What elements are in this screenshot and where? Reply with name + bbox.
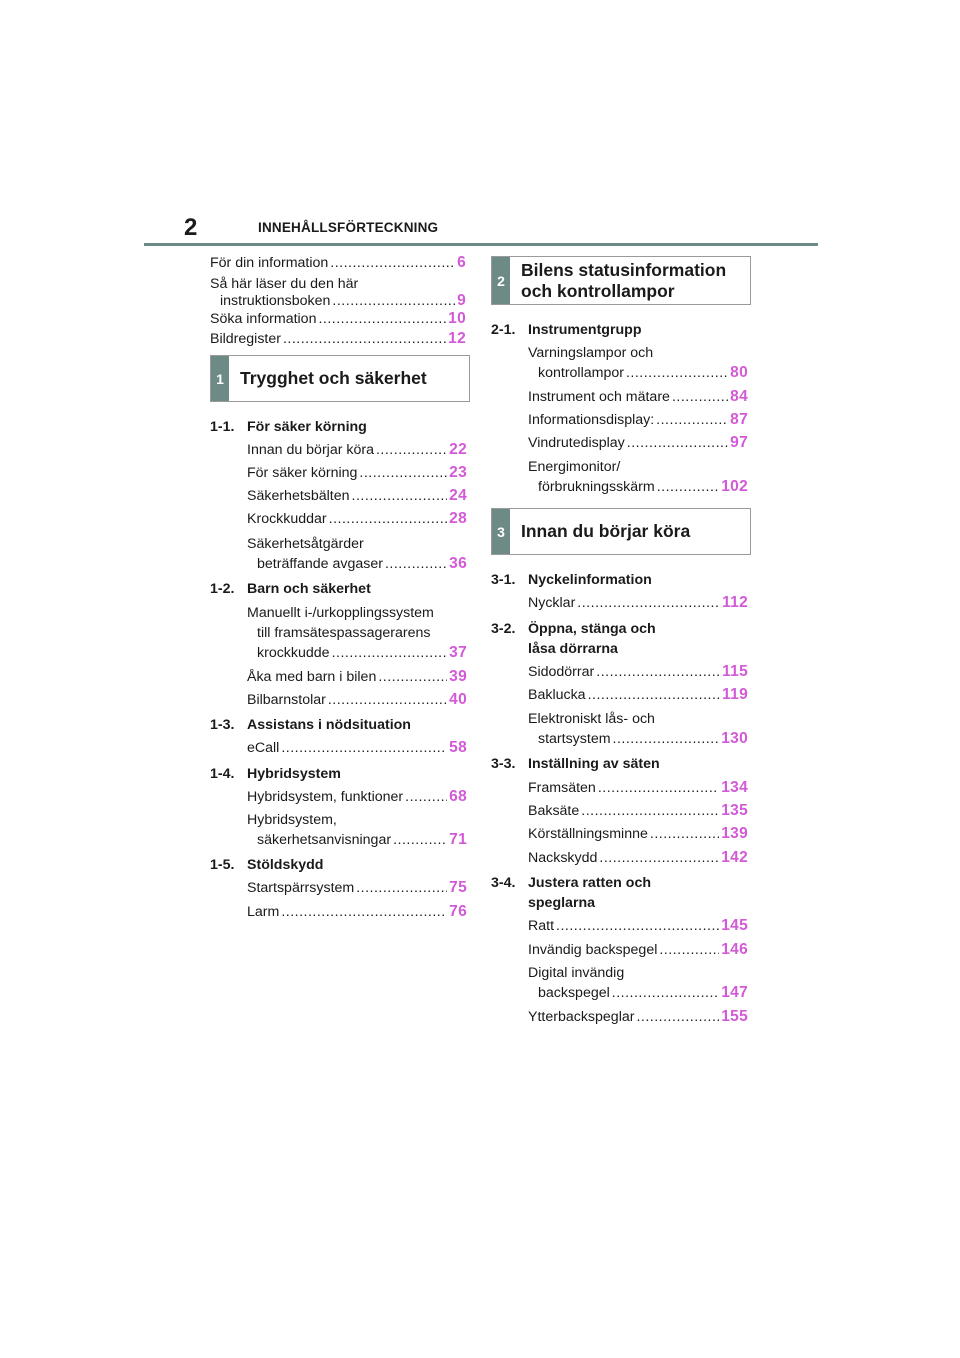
page-link[interactable]: 80	[730, 364, 748, 381]
leader-dots	[283, 329, 446, 349]
toc-entry[interactable]	[210, 329, 466, 349]
page-link[interactable]: 9	[457, 292, 466, 309]
toc-entry[interactable]	[528, 410, 748, 430]
section-title: Nyckelinformation	[528, 572, 652, 588]
section-title: Instrumentgrupp	[528, 322, 642, 338]
chapter-number-tab: 2	[492, 257, 510, 304]
leader-dots	[393, 830, 447, 850]
toc-entry[interactable]	[247, 878, 467, 898]
entry-title: eCall	[247, 740, 280, 756]
section-heading[interactable]	[491, 873, 651, 913]
section-heading[interactable]	[491, 570, 652, 590]
section-heading[interactable]	[210, 764, 341, 784]
toc-entry[interactable]	[528, 343, 748, 383]
page-link[interactable]: 12	[448, 330, 466, 347]
entry-title: Säkerhetsåtgärder	[247, 536, 364, 552]
entry-title: beträffande avgaser	[257, 556, 383, 572]
section-number: 3-4.	[491, 875, 516, 891]
leader-dots	[636, 1007, 719, 1027]
toc-entry[interactable]	[528, 433, 748, 453]
entry-title: startsystem	[538, 731, 611, 747]
leader-dots	[332, 643, 448, 663]
leader-dots	[378, 667, 447, 687]
page-link[interactable]: 68	[449, 788, 467, 805]
leader-dots	[281, 738, 447, 758]
page-link[interactable]: 23	[449, 464, 467, 481]
section-title	[528, 619, 656, 659]
page-link[interactable]: 119	[722, 686, 748, 703]
leader-dots	[612, 983, 719, 1003]
leader-dots	[599, 848, 719, 868]
entry-title: Ytterbackspeglar	[528, 1009, 635, 1025]
leader-dots	[318, 309, 446, 329]
leader-dots	[659, 940, 719, 960]
toc-entry[interactable]	[247, 486, 467, 506]
section-title: Inställning av säten	[528, 756, 660, 772]
leader-dots	[281, 902, 447, 922]
entry-title: Elektroniskt lås- och	[528, 711, 655, 727]
entry-title: Åka med barn i bilen	[247, 669, 377, 685]
toc-entry[interactable]	[528, 824, 748, 844]
entry-title: Startspärrsystem	[247, 880, 355, 896]
toc-entry[interactable]	[247, 787, 467, 807]
leader-dots	[329, 509, 448, 529]
section-number: 1-4.	[210, 766, 235, 782]
leader-dots	[376, 440, 447, 460]
leader-dots	[596, 662, 720, 682]
section-heading[interactable]	[210, 855, 323, 875]
leader-dots	[650, 824, 719, 844]
toc-entry[interactable]	[528, 457, 748, 497]
section-title-line: speglarna	[528, 895, 596, 911]
entry-title: Hybridsystem, funktioner	[247, 789, 404, 805]
entry-title: Ratt	[528, 918, 555, 934]
toc-entry[interactable]	[247, 603, 467, 663]
page-header-title: INNEHÅLLSFÖRTECKNING	[258, 220, 439, 235]
page-link[interactable]: 139	[721, 825, 748, 842]
page-link[interactable]: 40	[449, 691, 467, 708]
page-link[interactable]: 22	[449, 441, 467, 458]
page-link[interactable]: 76	[449, 903, 467, 920]
page-link[interactable]: 147	[721, 984, 748, 1001]
leader-dots	[330, 253, 455, 273]
leader-dots	[356, 878, 447, 898]
entry-title: Informationsdisplay:	[528, 412, 655, 428]
page-link[interactable]: 130	[721, 730, 748, 747]
leader-dots	[598, 778, 719, 798]
page-link[interactable]: 36	[449, 555, 467, 572]
entry-title: instruktionsboken	[220, 293, 331, 309]
chapter-number-tab: 1	[211, 356, 229, 401]
section-number: 1-5.	[210, 857, 235, 873]
entry-title: Framsäten	[528, 780, 596, 796]
entry-title: Hybridsystem,	[247, 812, 337, 828]
entry-title: Bilbarnstolar	[247, 692, 326, 708]
section-title: Stöldskydd	[247, 857, 324, 873]
section-title-line: Öppna, stänga och	[528, 621, 656, 637]
entry-title: Sidodörrar	[528, 664, 595, 680]
page-link[interactable]: 37	[449, 644, 467, 661]
toc-entry[interactable]	[210, 274, 466, 311]
entry-title: Så här läser du den här	[210, 276, 359, 292]
entry-title: Manuellt i-/urkopplingssystem	[247, 605, 434, 621]
leader-dots	[672, 387, 728, 407]
toc-entry[interactable]	[247, 738, 467, 758]
entry-title: För din information	[210, 255, 329, 271]
leader-dots	[352, 486, 448, 506]
entry-title: Körställningsminne	[528, 826, 648, 842]
entry-title: Varningslampor och	[528, 345, 654, 361]
chapter-title: Trygghet och säkerhet	[240, 368, 427, 388]
page-link[interactable]: 155	[721, 1008, 748, 1025]
leader-dots	[626, 363, 728, 383]
entry-title: För säker körning	[247, 465, 358, 481]
leader-dots	[556, 916, 719, 936]
chapter-heading-3[interactable]	[491, 508, 751, 555]
chapter-number-tab: 3	[492, 509, 510, 554]
entry-title: Säkerhetsbälten	[247, 488, 350, 504]
page-link[interactable]: 24	[449, 487, 467, 504]
leader-dots	[656, 410, 728, 430]
entry-title: Nycklar	[528, 595, 576, 611]
leader-dots	[613, 729, 720, 749]
toc-entry[interactable]	[528, 685, 748, 705]
section-number: 1-3.	[210, 717, 235, 733]
leader-dots	[581, 801, 719, 821]
page-link[interactable]: 97	[730, 434, 748, 451]
chapter-heading-2[interactable]	[491, 256, 751, 305]
entry-title: Larm	[247, 904, 280, 920]
leader-dots	[657, 477, 720, 497]
entry-title: Vindrutedisplay	[528, 435, 625, 451]
leader-dots	[627, 433, 728, 453]
header-rule	[144, 243, 818, 246]
section-title: Hybridsystem	[247, 766, 341, 782]
leader-dots	[577, 593, 720, 613]
section-heading[interactable]	[210, 579, 371, 599]
page-link[interactable]: 39	[449, 668, 467, 685]
section-title-line: Justera ratten och	[528, 875, 651, 891]
page-link[interactable]: 146	[721, 941, 748, 958]
leader-dots	[588, 685, 721, 705]
entry-title: Nackskydd	[528, 850, 598, 866]
entry-title: Innan du börjar köra	[247, 442, 374, 458]
section-title: Barn och säkerhet	[247, 581, 371, 597]
toc-entry[interactable]	[210, 309, 466, 329]
section-number: 3-1.	[491, 572, 516, 588]
leader-dots	[328, 690, 447, 710]
entry-title: kontrollampor	[538, 365, 624, 381]
section-title-line: låsa dörrarna	[528, 641, 618, 657]
section-heading[interactable]	[491, 754, 660, 774]
chapter-heading-1[interactable]	[210, 355, 470, 402]
toc-entry[interactable]	[247, 440, 467, 460]
page-number: 2	[184, 214, 198, 241]
chapter-title-line: Bilens statusinformation	[521, 259, 727, 280]
page-link[interactable]: 102	[721, 478, 748, 495]
entry-title: Digital invändig	[528, 965, 625, 981]
toc-entry[interactable]	[210, 253, 466, 273]
entry-title: backspegel	[538, 985, 610, 1001]
toc-entry[interactable]	[247, 690, 467, 710]
page-link[interactable]: 75	[449, 879, 467, 896]
toc-entry[interactable]	[528, 662, 748, 682]
section-heading[interactable]	[491, 619, 656, 659]
section-number: 3-2.	[491, 621, 516, 637]
toc-entry[interactable]	[247, 667, 467, 687]
section-number: 3-3.	[491, 756, 516, 772]
page-link[interactable]: 58	[449, 739, 467, 756]
leader-dots	[359, 463, 447, 483]
chapter-title	[510, 257, 726, 304]
entry-title: förbrukningsskärm	[538, 479, 655, 495]
section-title: Assistans i nödsituation	[247, 717, 411, 733]
page-link[interactable]: 10	[448, 310, 466, 327]
section-heading[interactable]	[491, 320, 642, 340]
section-number: 1-2.	[210, 581, 235, 597]
entry-title: säkerhetsanvisningar	[257, 832, 392, 848]
chapter-title-line: och kontrollampor	[521, 280, 675, 301]
toc-entry[interactable]	[528, 801, 748, 821]
entry-title: Invändig backspegel	[528, 942, 658, 958]
toc-entry[interactable]	[528, 778, 748, 798]
toc-entry[interactable]	[247, 509, 467, 529]
toc-entry[interactable]	[528, 848, 748, 868]
leader-dots	[332, 291, 455, 311]
section-number: 2-1.	[491, 322, 516, 338]
page-link[interactable]: 115	[722, 663, 748, 680]
entry-title: Krockkuddar	[247, 511, 327, 527]
section-number: 1-1.	[210, 419, 235, 435]
section-heading[interactable]	[210, 715, 411, 735]
page-link[interactable]: 112	[722, 594, 748, 611]
toc-entry[interactable]	[528, 593, 748, 613]
section-heading[interactable]	[210, 417, 367, 437]
toc-entry[interactable]	[528, 387, 748, 407]
page-link[interactable]: 28	[449, 510, 467, 527]
entry-title: Bildregister	[210, 331, 281, 347]
page-link[interactable]: 84	[730, 388, 748, 405]
entry-title: Söka information	[210, 311, 317, 327]
toc-entry[interactable]	[247, 534, 467, 574]
entry-title: Energimonitor/	[528, 459, 621, 475]
toc-entry[interactable]	[247, 810, 467, 850]
toc-entry[interactable]	[528, 940, 748, 960]
page-link[interactable]: 87	[730, 411, 748, 428]
page-link[interactable]: 135	[721, 802, 748, 819]
toc-entry[interactable]	[528, 963, 748, 1003]
page-link[interactable]: 134	[721, 779, 748, 796]
toc-entry[interactable]	[528, 709, 748, 749]
page-link[interactable]: 6	[457, 254, 466, 271]
entry-title: krockkudde	[257, 645, 330, 661]
entry-title: till framsätespassagerarens	[257, 625, 431, 641]
toc-entry[interactable]	[528, 1007, 748, 1027]
toc-entry[interactable]	[247, 463, 467, 483]
section-title	[528, 873, 651, 913]
entry-title: Baksäte	[528, 803, 580, 819]
toc-entry[interactable]	[528, 916, 748, 936]
page-link[interactable]: 145	[721, 917, 748, 934]
entry-title: Baklucka	[528, 687, 586, 703]
leader-dots	[405, 787, 447, 807]
page-link[interactable]: 142	[721, 849, 748, 866]
page-link[interactable]: 71	[449, 831, 467, 848]
toc-entry[interactable]	[247, 902, 467, 922]
entry-title: Instrument och mätare	[528, 389, 670, 405]
chapter-title: Innan du börjar köra	[521, 521, 691, 541]
leader-dots	[385, 554, 447, 574]
section-title: För säker körning	[247, 419, 367, 435]
